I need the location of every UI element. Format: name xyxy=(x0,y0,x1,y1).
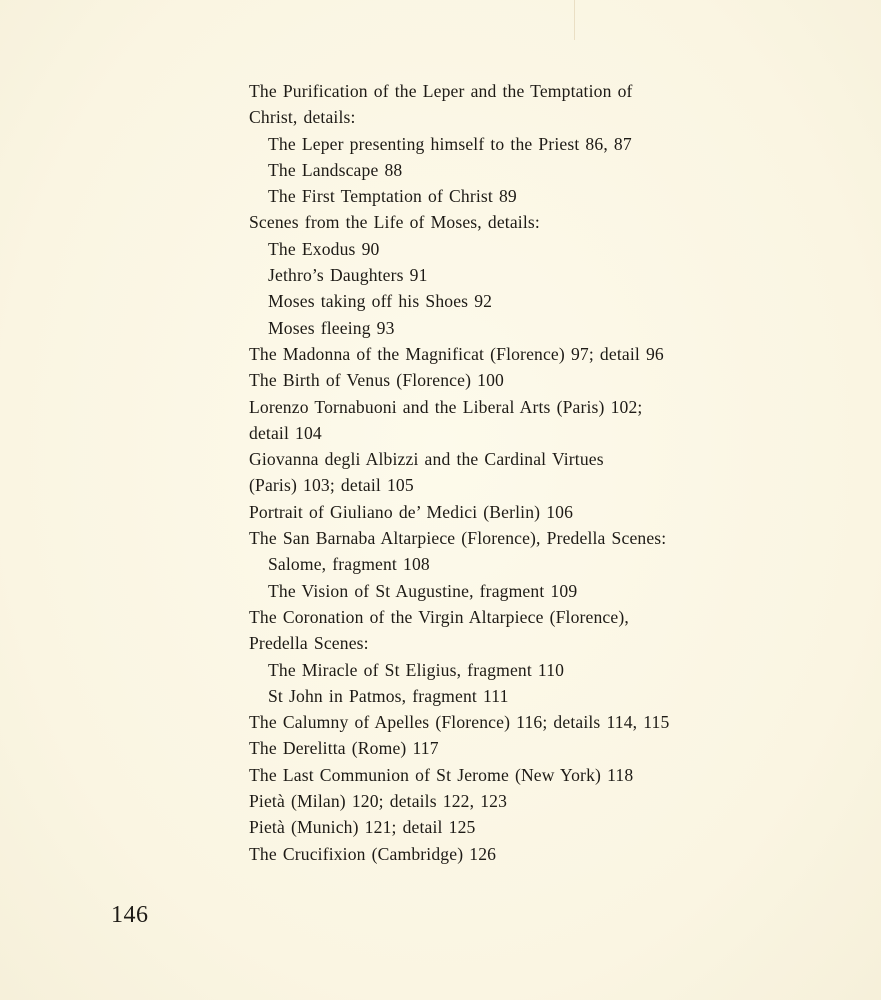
illustration-list xyxy=(249,78,699,867)
list-entry: The San Barnaba Altarpiece (Florence), Predella Scenes: xyxy=(249,528,667,549)
list-entry: The Crucifixion (Cambridge) 126 xyxy=(249,843,497,864)
list-entry: The Madonna of the Magnificat (Florence) 97; detail 96 xyxy=(249,343,664,364)
list-subentry: Moses taking off his Shoes 92 xyxy=(268,291,493,312)
list-entry: Pietà (Milan) 120; details 122, 123 xyxy=(249,791,508,812)
list-entry: The Purification of the Leper and the Temptation of xyxy=(249,81,633,101)
list-entry: Scenes from the Life of Moses, details: xyxy=(249,212,540,233)
list-entry: Giovanna degli Albizzi and the Cardinal Virtues xyxy=(249,449,604,470)
list-subentry: The Leper presenting himself to the Priest 86, 87 xyxy=(268,133,632,154)
list-entry: The Calumny of Apelles (Florence) 116; details 114, 115 xyxy=(249,712,670,733)
list-subentry: St John in Patmos, fragment 111 xyxy=(268,685,509,706)
list-subentry: The Exodus 90 xyxy=(268,238,380,259)
list-subentry: Moses fleeing 93 xyxy=(268,317,395,338)
list-subentry: The Landscape 88 xyxy=(268,159,403,180)
list-subentry: Salome, fragment 108 xyxy=(268,554,430,575)
list-subentry: The Vision of St Augustine, fragment 109 xyxy=(268,580,578,601)
list-entry: (Paris) 103; detail 105 xyxy=(249,475,414,496)
list-subentry: The Miracle of St Eligius, fragment 110 xyxy=(268,659,565,680)
list-entry: The Derelitta (Rome) 117 xyxy=(249,738,439,759)
list-entry: The Last Communion of St Jerome (New York) 118 xyxy=(249,764,634,785)
list-entry: The Birth of Venus (Florence) 100 xyxy=(249,370,504,391)
list-subentry: Jethro’s Daughters 91 xyxy=(268,265,428,286)
list-entry: Christ, details: xyxy=(249,107,356,128)
list-entry: Predella Scenes: xyxy=(249,633,369,654)
list-entry: The Coronation of the Virgin Altarpiece (Florence), xyxy=(249,606,629,627)
list-entry: Portrait of Giuliano de’ Medici (Berlin) 106 xyxy=(249,501,574,522)
page-crease xyxy=(574,0,575,40)
page-number: 146 xyxy=(111,902,149,928)
list-subentry: The First Temptation of Christ 89 xyxy=(268,186,517,207)
list-entry: Pietà (Munich) 121; detail 125 xyxy=(249,817,476,838)
list-entry: detail 104 xyxy=(249,422,322,443)
list-entry: Lorenzo Tornabuoni and the Liberal Arts (Paris) 102; xyxy=(249,396,643,417)
